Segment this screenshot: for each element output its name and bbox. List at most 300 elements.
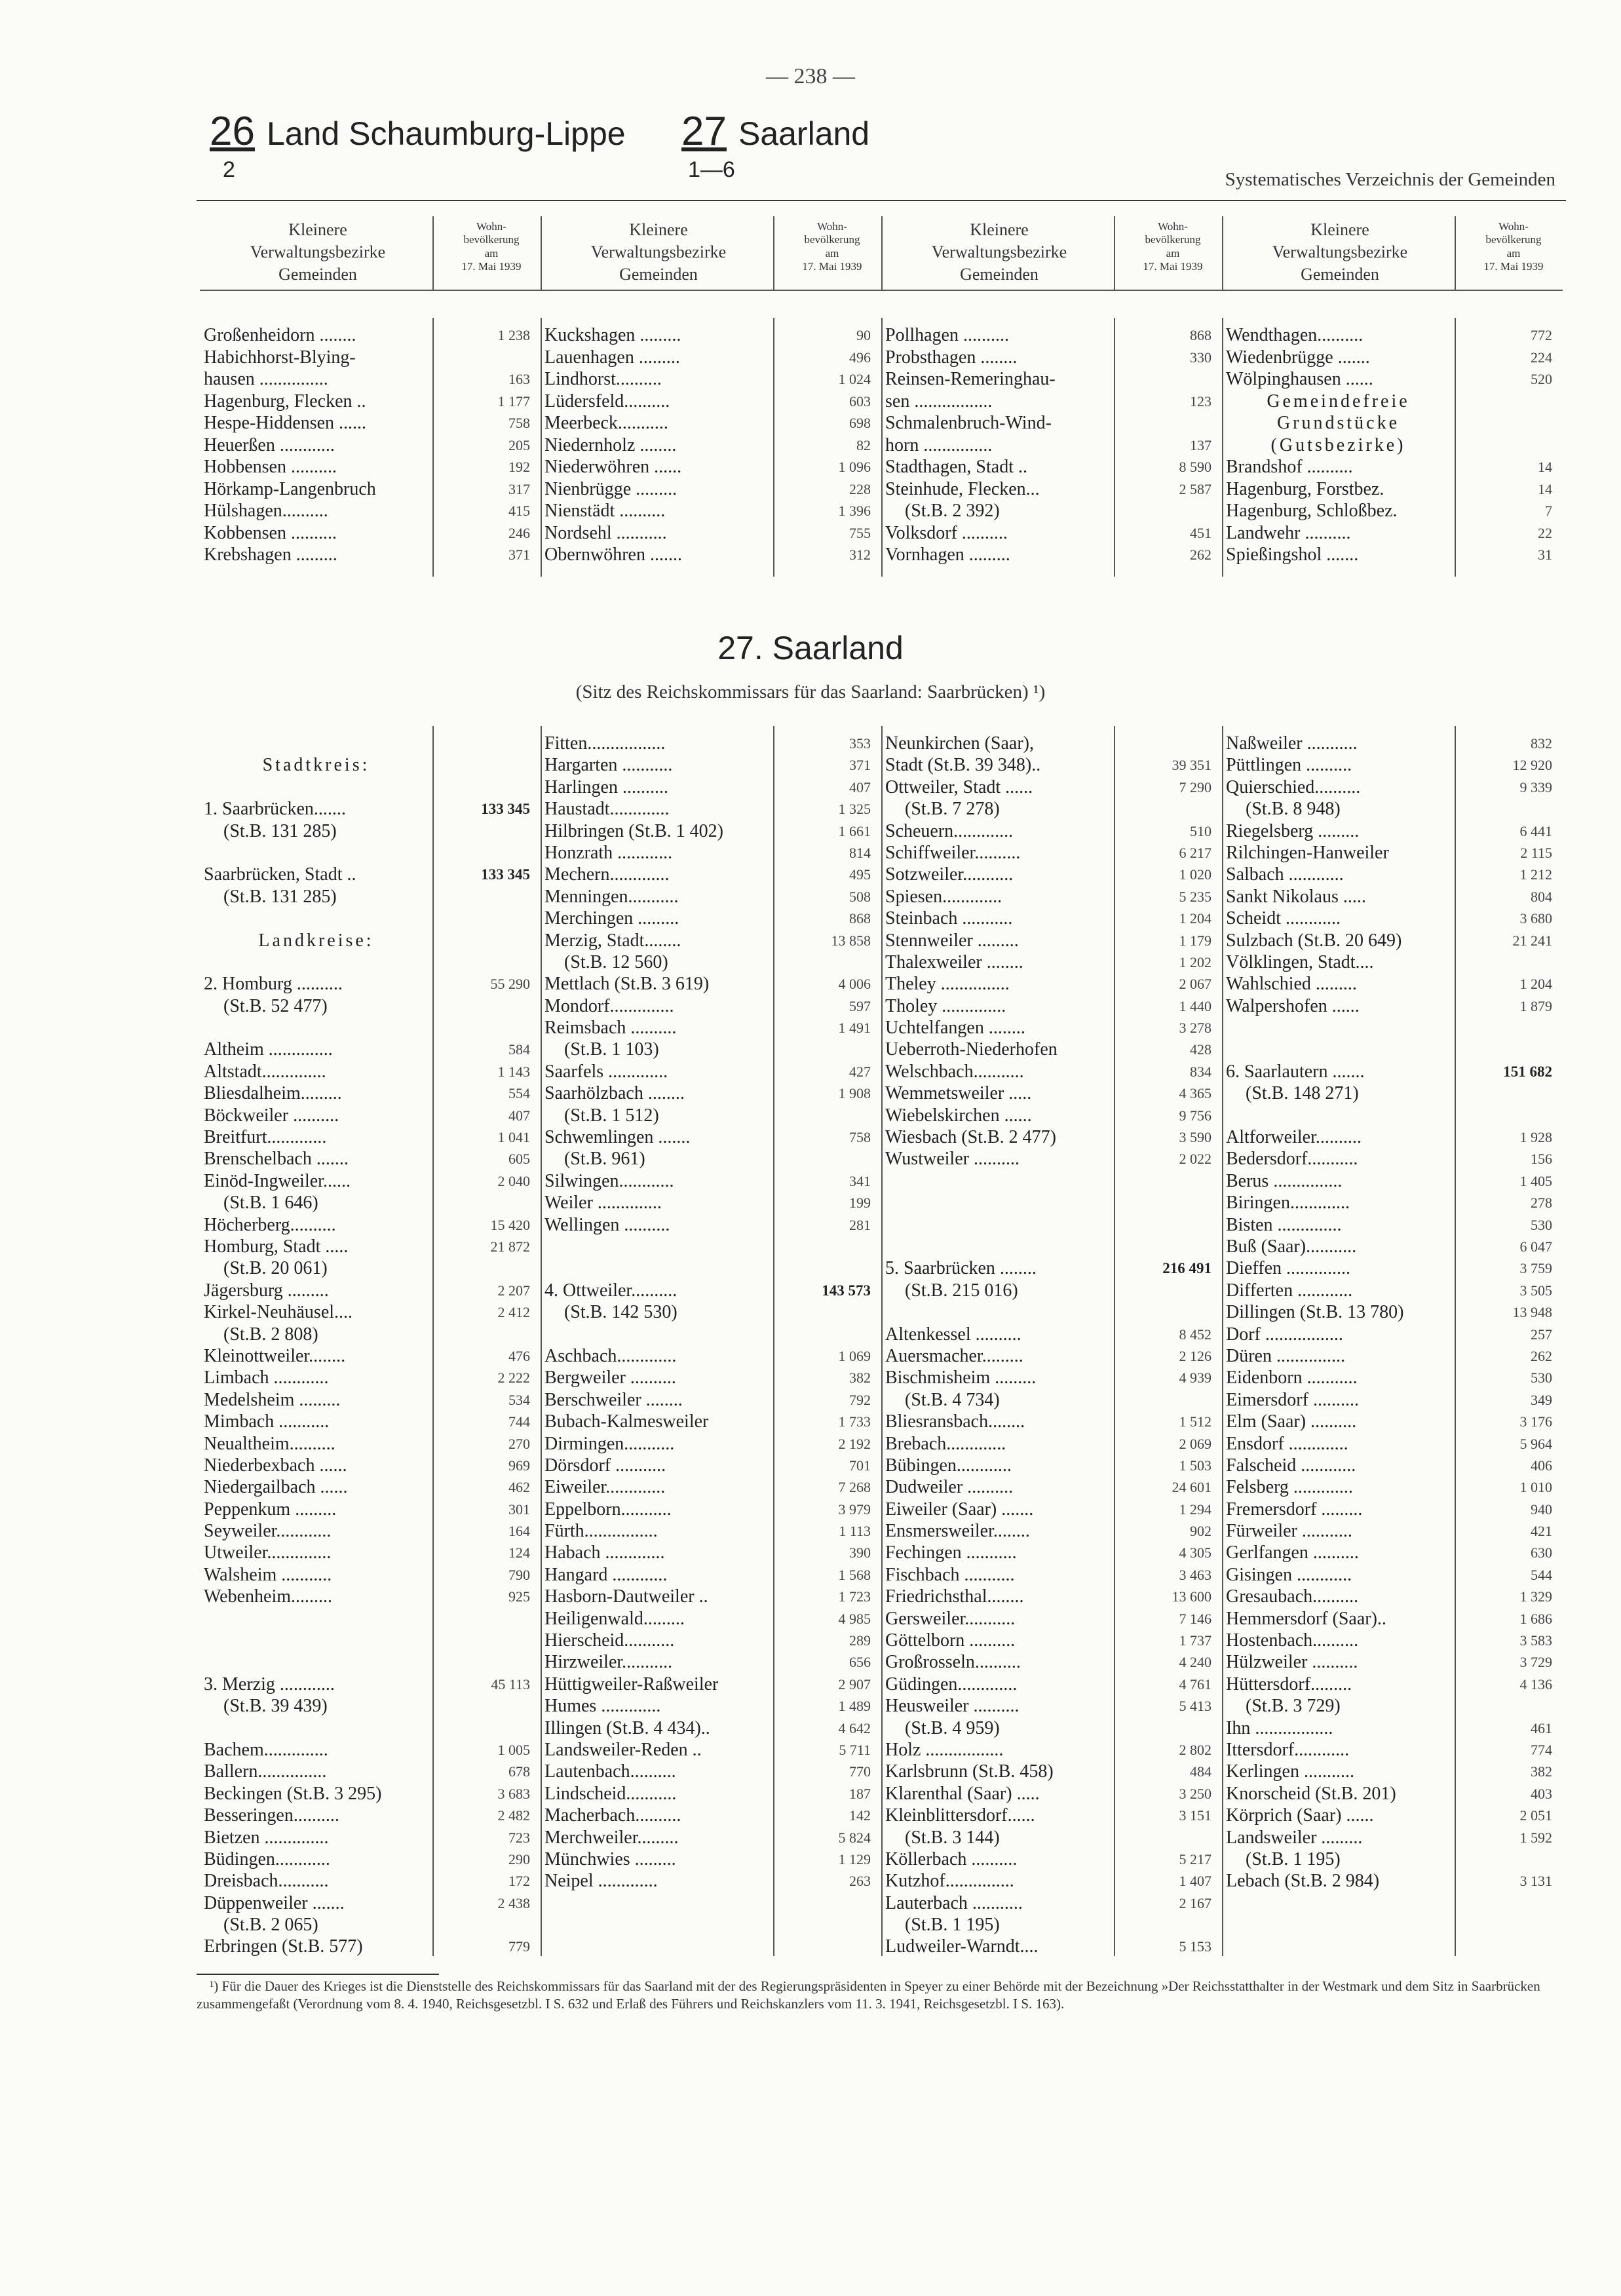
table-row <box>204 1411 535 1432</box>
table-row <box>204 1105 535 1126</box>
municipality-name: Seyweiler............ <box>204 1521 332 1542</box>
column-header-pop-line: Wohn- <box>476 220 506 233</box>
table-row <box>885 1717 1217 1739</box>
municipality-name: Altenkessel .......... <box>885 1324 1021 1345</box>
population-value: 142 <box>849 1807 871 1824</box>
population-value <box>1451 1039 1557 1060</box>
municipality-name: Niederbexbach ...... <box>204 1455 347 1476</box>
table-column <box>204 324 535 566</box>
municipality-name: Bachem.............. <box>204 1739 328 1760</box>
population-value: 9 756 <box>1179 1107 1211 1124</box>
column-divider <box>881 726 883 1956</box>
municipality-name: Hagenburg, Forstbez. <box>1226 478 1384 499</box>
table-row <box>885 1914 1217 1936</box>
table-row <box>204 1717 535 1739</box>
municipality-name: Bubach-Kalmesweiler <box>544 1411 709 1432</box>
population-value: 605 <box>508 1151 530 1168</box>
table-row <box>885 930 1217 951</box>
table-row <box>1226 1608 1557 1630</box>
municipality-name: Merzig, Stadt........ <box>544 930 681 951</box>
table-row <box>544 1586 876 1607</box>
population-value: 534 <box>508 1391 530 1408</box>
table-row <box>1226 1848 1557 1870</box>
table-row <box>544 886 876 908</box>
municipality-name: (St.B. 2 065) <box>223 1915 318 1936</box>
municipality-name: Schwemlingen ....... <box>544 1127 691 1148</box>
municipality-name: Gemeindefreie <box>1267 391 1410 411</box>
population-value <box>1451 1848 1557 1870</box>
table-row <box>1226 1433 1557 1455</box>
population-value <box>429 1257 535 1279</box>
table-row <box>544 1827 876 1848</box>
population-value: 597 <box>849 997 871 1014</box>
municipality-name: (St.B. 131 285) <box>223 820 337 841</box>
population-value <box>1110 733 1217 754</box>
population-value: 8 452 <box>1179 1326 1211 1343</box>
municipality-name: Hülzweiler .......... <box>1226 1652 1358 1673</box>
population-value: 1 024 <box>838 371 871 387</box>
column-header-name-line: Verwaltungsbezirke <box>250 242 386 261</box>
table-row <box>204 842 535 864</box>
municipality-name: (St.B. 8 948) <box>1246 799 1341 820</box>
population-value <box>1110 412 1217 434</box>
table-row <box>1226 1564 1557 1586</box>
population-value: 630 <box>1531 1544 1552 1561</box>
column-divider <box>541 726 542 1956</box>
municipality-name: (St.B. 7 278) <box>905 799 1000 820</box>
table-row <box>885 973 1217 995</box>
population-value: 2 167 <box>1179 1894 1211 1911</box>
population-value: 15 420 <box>490 1216 530 1233</box>
table-row <box>885 324 1217 347</box>
population-value: 1 661 <box>838 822 871 839</box>
municipality-name: Nienbrügge ......... <box>544 478 677 499</box>
municipality-name: Neunkirchen (Saar), <box>885 733 1035 754</box>
municipality-name: Ludweiler-Warndt.... <box>885 1936 1039 1957</box>
municipality-name <box>204 842 429 864</box>
municipality-name: horn ............... <box>885 434 993 455</box>
table-row <box>1226 1061 1557 1082</box>
population-value: 1 143 <box>497 1063 530 1080</box>
population-value: 382 <box>1531 1763 1552 1780</box>
population-value <box>429 776 535 798</box>
table-row <box>204 1892 535 1914</box>
table-row <box>885 1389 1217 1411</box>
column-divider <box>1222 318 1223 577</box>
table-row <box>544 368 876 391</box>
municipality-name: (St.B. 1 195) <box>1246 1848 1341 1869</box>
municipality-name: (St.B. 2 808) <box>223 1324 318 1345</box>
population-value: 530 <box>1531 1369 1552 1387</box>
municipality-name: Altheim .............. <box>204 1039 333 1060</box>
population-value: 1 405 <box>1519 1172 1552 1189</box>
population-value: 774 <box>1531 1741 1552 1758</box>
municipality-name: Dieffen .............. <box>1226 1258 1350 1279</box>
population-value: 530 <box>1531 1216 1552 1233</box>
population-value: 22 <box>1538 524 1552 541</box>
footnote: ¹) Für die Dauer des Krieges ist die Dienststelle des Reichskommissars für das Saarland mit der des Regierungspräsidenten in Speyer zu einer Behörde mit der Bezeichnung »Der Reichsstatthalter in der Westmark und dem Sitz in Saarbrücken zusammengefaßt (Verordnung vom 8. 4. 1940, Reichsgesetzbl. I S. 632 und Erlaß des Führers und Reichskanzlers vom 11. 3. 1941, Reichsgesetzbl. I S. 163). <box>197 1978 1540 2012</box>
population-value: 1 908 <box>838 1085 871 1102</box>
table-row <box>1226 347 1557 369</box>
population-value: 2 482 <box>497 1807 530 1824</box>
municipality-name: (St.B. 961) <box>564 1149 645 1170</box>
municipality-name: Großrosseln.......... <box>885 1652 1021 1673</box>
table-row <box>544 1630 876 1651</box>
population-value: 421 <box>1531 1523 1552 1540</box>
table-row <box>544 1455 876 1476</box>
municipality-name <box>204 908 429 929</box>
population-value: 7 290 <box>1179 778 1211 795</box>
column-header-pop-line: 17. Mai 1939 <box>1483 260 1544 273</box>
table-row <box>544 1324 876 1345</box>
table-row <box>1226 1039 1557 1060</box>
population-value: 2 126 <box>1179 1347 1211 1364</box>
population-value: 2 115 <box>1520 844 1552 861</box>
population-value: 723 <box>508 1829 530 1846</box>
municipality-name: Saarhölzbach ........ <box>544 1083 685 1104</box>
table-row <box>544 412 876 434</box>
table-row <box>204 1324 535 1345</box>
population-value: 1 503 <box>1179 1457 1211 1474</box>
municipality-name: Limbach ............ <box>204 1368 329 1388</box>
column-divider <box>541 318 542 577</box>
population-value: 216 491 <box>1162 1260 1211 1277</box>
population-value: 14 <box>1538 459 1552 475</box>
table-row <box>1226 1126 1557 1148</box>
population-value: 12 920 <box>1512 757 1552 774</box>
population-value: 603 <box>849 392 871 410</box>
table-row <box>885 886 1217 908</box>
population-value <box>429 347 535 369</box>
population-value: 2 438 <box>497 1894 530 1911</box>
column-header-pop-line: Wohn- <box>1158 220 1188 233</box>
municipality-name: Homburg, Stadt ..... <box>204 1236 349 1257</box>
municipality-name: Aschbach............. <box>544 1345 677 1366</box>
table-row <box>544 456 876 478</box>
municipality-name: Lebach (St.B. 2 984) <box>1226 1871 1380 1892</box>
population-value: 1 096 <box>838 459 871 475</box>
population-value: 7 <box>1545 503 1552 519</box>
population-value: 1 879 <box>1519 997 1552 1014</box>
municipality-name: Stadthagen, Stadt .. <box>885 457 1027 477</box>
population-value <box>429 754 535 776</box>
population-value: 406 <box>1531 1457 1552 1474</box>
population-value: 5 824 <box>838 1829 871 1846</box>
municipality-name: Eidenborn ........... <box>1226 1368 1358 1388</box>
table-row <box>885 1280 1217 1301</box>
population-value: 1 179 <box>1179 932 1211 949</box>
municipality-name: Steinbach ........... <box>885 908 1013 929</box>
column-divider <box>1114 726 1115 1956</box>
municipality-name: hausen ............... <box>204 369 328 389</box>
population-value: 156 <box>1531 1151 1552 1168</box>
table-row <box>204 1280 535 1301</box>
table-row <box>885 733 1217 754</box>
table-row <box>1226 1783 1557 1805</box>
population-value <box>1110 1827 1217 1848</box>
table-row <box>544 1870 876 1892</box>
table-row <box>1226 1476 1557 1498</box>
population-value: 163 <box>508 371 530 387</box>
municipality-name: Einöd-Ingweiler...... <box>204 1170 351 1191</box>
municipality-name: Wiebelskirchen ...... <box>885 1105 1032 1126</box>
population-value: 1 329 <box>1519 1588 1552 1605</box>
population-value: 172 <box>508 1873 530 1890</box>
table-row <box>544 776 876 798</box>
population-value <box>1451 1695 1557 1717</box>
municipality-name: (St.B. 1 195) <box>905 1915 1000 1936</box>
population-value <box>429 842 535 864</box>
municipality-name: Güdingen............. <box>885 1674 1018 1694</box>
column-header-pop-line: am <box>1506 246 1521 259</box>
table-row <box>885 412 1217 434</box>
municipality-name <box>1226 1017 1451 1039</box>
municipality-name: (St.B. 39 439) <box>223 1696 328 1717</box>
municipality-name: (St.B. 1 646) <box>223 1193 318 1214</box>
table-row <box>1226 820 1557 842</box>
population-value: 312 <box>849 546 871 563</box>
municipality-name: Falscheid ............ <box>1226 1455 1356 1476</box>
population-value: 133 345 <box>481 866 530 883</box>
population-value: 3 590 <box>1179 1129 1211 1146</box>
population-value <box>429 1914 535 1936</box>
table-row <box>885 1214 1217 1236</box>
table-row <box>885 1674 1217 1695</box>
column-header-name-line: Kleinere <box>288 220 347 239</box>
municipality-name: Silwingen............ <box>544 1170 674 1191</box>
table-row <box>885 1257 1217 1279</box>
table-row <box>204 798 535 820</box>
table-row <box>1226 995 1557 1017</box>
table-row <box>885 776 1217 798</box>
table-row <box>204 1301 535 1323</box>
population-value: 427 <box>849 1063 871 1080</box>
population-value: 1 723 <box>838 1588 871 1605</box>
population-value: 8 590 <box>1179 459 1211 475</box>
table-row <box>204 391 535 413</box>
table-row <box>885 1761 1217 1782</box>
municipality-name: Bliesdalheim......... <box>204 1083 342 1104</box>
municipality-name: Dreisbach........... <box>204 1871 329 1892</box>
municipality-name: (St.B. 52 477) <box>223 995 328 1016</box>
table-row <box>544 1651 876 1673</box>
municipality-name: Eiweiler (Saar) ....... <box>885 1499 1034 1520</box>
municipality-name: Bischmisheim ......... <box>885 1368 1037 1388</box>
population-value: 13 858 <box>831 932 871 949</box>
header-rule <box>197 200 1566 201</box>
table-row <box>204 973 535 995</box>
table-row <box>544 1805 876 1826</box>
municipality-name: Theley ............... <box>885 974 1010 995</box>
population-value: 428 <box>1190 1041 1211 1058</box>
header-right-name: Saarland <box>738 115 870 152</box>
municipality-name: Pollhagen .......... <box>885 325 1009 345</box>
population-value: 133 345 <box>481 801 530 818</box>
municipality-name: Landwehr .......... <box>1226 522 1351 543</box>
table-row <box>544 1170 876 1192</box>
municipality-name: Welschbach........... <box>885 1061 1024 1082</box>
table-row <box>544 951 876 973</box>
table-row <box>544 1345 876 1367</box>
column-divider <box>1455 318 1456 577</box>
table-row <box>1226 1870 1557 1892</box>
population-value: 1 005 <box>497 1741 530 1758</box>
column-header-pop-line: 17. Mai 1939 <box>461 260 522 273</box>
municipality-name: Webenheim......... <box>204 1586 333 1607</box>
municipality-name: Neipel ............. <box>544 1871 658 1892</box>
table-row <box>544 1476 876 1498</box>
column-header-name-line: Verwaltungsbezirke <box>931 242 1067 261</box>
municipality-name <box>885 1301 1110 1323</box>
population-value: 205 <box>508 436 530 453</box>
municipality-name: Probsthagen ........ <box>885 347 1018 368</box>
population-value: 1 440 <box>1179 997 1211 1014</box>
municipality-name: Jägersburg ......... <box>204 1280 329 1301</box>
column-divider <box>881 318 883 577</box>
municipality-name: Felsberg ............. <box>1226 1477 1353 1498</box>
population-value: 13 948 <box>1512 1304 1552 1321</box>
population-value: 281 <box>849 1216 871 1233</box>
population-value <box>1110 1236 1217 1257</box>
header-divider <box>773 216 774 290</box>
table-row <box>544 754 876 776</box>
population-value: 371 <box>849 757 871 774</box>
population-value: 124 <box>508 1544 530 1561</box>
table-row <box>544 1192 876 1214</box>
table-row <box>204 478 535 501</box>
municipality-name <box>544 1236 769 1257</box>
table-row <box>204 930 535 951</box>
population-value: 544 <box>1531 1566 1552 1583</box>
table-row <box>204 1761 535 1782</box>
population-value: 39 351 <box>1172 757 1211 774</box>
population-value <box>1451 1017 1557 1039</box>
population-value: 832 <box>1531 735 1552 752</box>
table-row <box>204 1039 535 1060</box>
table-row <box>204 1542 535 1563</box>
population-value: 698 <box>849 415 871 431</box>
population-value: 4 985 <box>838 1610 871 1627</box>
population-value: 407 <box>508 1107 530 1124</box>
table-row <box>544 434 876 457</box>
municipality-name: (St.B. 1 512) <box>564 1105 659 1126</box>
municipality-name: Macherbach.......... <box>544 1805 681 1826</box>
column-header-pop-line: Wohn- <box>817 220 847 233</box>
table-row <box>885 1367 1217 1388</box>
municipality-name: Nordsehl ........... <box>544 522 667 543</box>
municipality-name: Sulzbach (St.B. 20 649) <box>1226 930 1402 951</box>
table-row <box>544 864 876 885</box>
population-value: 1 010 <box>1519 1479 1552 1496</box>
population-value: 758 <box>849 1129 871 1146</box>
table-row <box>885 1651 1217 1673</box>
table-row <box>544 1783 876 1805</box>
municipality-name: Hüttersdorf......... <box>1226 1674 1352 1694</box>
table-row <box>544 1367 876 1388</box>
population-value: 199 <box>849 1195 871 1212</box>
municipality-name: Heiligenwald......... <box>544 1608 685 1629</box>
table-row <box>204 368 535 391</box>
population-value: 82 <box>856 436 871 453</box>
municipality-name: (St.B. 131 285) <box>223 886 337 907</box>
table-row <box>1226 1455 1557 1476</box>
table-column <box>1226 733 1557 1892</box>
population-value: 21 872 <box>490 1238 530 1255</box>
table-row <box>544 478 876 501</box>
table-row <box>885 456 1217 478</box>
population-value: 9 339 <box>1519 778 1552 795</box>
population-value: 403 <box>1531 1785 1552 1802</box>
table-row <box>1226 1345 1557 1367</box>
table-row <box>544 1739 876 1761</box>
table-row <box>544 391 876 413</box>
population-value: 1 396 <box>838 503 871 519</box>
column-header-name-line: Verwaltungsbezirke <box>1272 242 1408 261</box>
table-row <box>885 1892 1217 1914</box>
population-value <box>1110 1914 1217 1936</box>
municipality-name: Biringen............. <box>1226 1193 1350 1214</box>
table-row <box>544 1542 876 1563</box>
municipality-name: Hierscheid........... <box>544 1630 675 1651</box>
population-value: 4 240 <box>1179 1654 1211 1671</box>
table-row <box>204 1367 535 1388</box>
municipality-name: (St.B. 12 560) <box>564 951 668 972</box>
municipality-name <box>204 1717 429 1739</box>
municipality-name: Kutzhof............... <box>885 1871 1014 1892</box>
table-row <box>544 1499 876 1520</box>
population-value <box>769 951 876 973</box>
municipality-name: Hilbringen (St.B. 1 402) <box>544 820 723 841</box>
population-value: 6 047 <box>1519 1238 1552 1255</box>
municipality-name: Ittersdorf............ <box>1226 1739 1350 1760</box>
population-value <box>1110 1170 1217 1192</box>
table-row <box>885 1433 1217 1455</box>
table-row <box>544 733 876 754</box>
table-row <box>1226 886 1557 908</box>
table-row <box>544 1520 876 1542</box>
population-value: 1 202 <box>1179 953 1211 970</box>
municipality-name: Knorscheid (St.B. 201) <box>1226 1783 1396 1804</box>
population-value <box>429 995 535 1017</box>
population-value: 246 <box>508 524 530 541</box>
column-header <box>1222 216 1563 291</box>
municipality-name: Auersmacher......... <box>885 1345 1023 1366</box>
table-row <box>204 995 535 1017</box>
population-value: 7 146 <box>1179 1610 1211 1627</box>
population-value <box>429 886 535 908</box>
table-row <box>204 1848 535 1870</box>
population-value: 3 729 <box>1519 1654 1552 1671</box>
municipality-name: Volksdorf .......... <box>885 522 1008 543</box>
municipality-name: Karlsbrunn (St.B. 458) <box>885 1761 1054 1782</box>
population-value: 3 683 <box>497 1785 530 1802</box>
population-value: 1 113 <box>839 1523 871 1540</box>
municipality-name: Wendthagen.......... <box>1226 325 1364 345</box>
municipality-name: Hülshagen.......... <box>204 501 328 521</box>
table-row <box>885 1236 1217 1257</box>
population-value: 45 113 <box>491 1675 530 1693</box>
table-row <box>204 886 535 908</box>
column-header-pop-line: bevölkerung <box>804 233 860 246</box>
column-header-pop-line: bevölkerung <box>463 233 520 246</box>
population-value: 804 <box>1531 888 1552 905</box>
municipality-name: Brenschelbach ....... <box>204 1149 349 1170</box>
municipality-name: Rilchingen-Hanweiler <box>1226 842 1389 863</box>
population-value: 701 <box>849 1457 871 1474</box>
population-value: 187 <box>849 1785 871 1802</box>
table-row <box>885 1324 1217 1345</box>
municipality-name: Lautenbach.......... <box>544 1761 676 1782</box>
